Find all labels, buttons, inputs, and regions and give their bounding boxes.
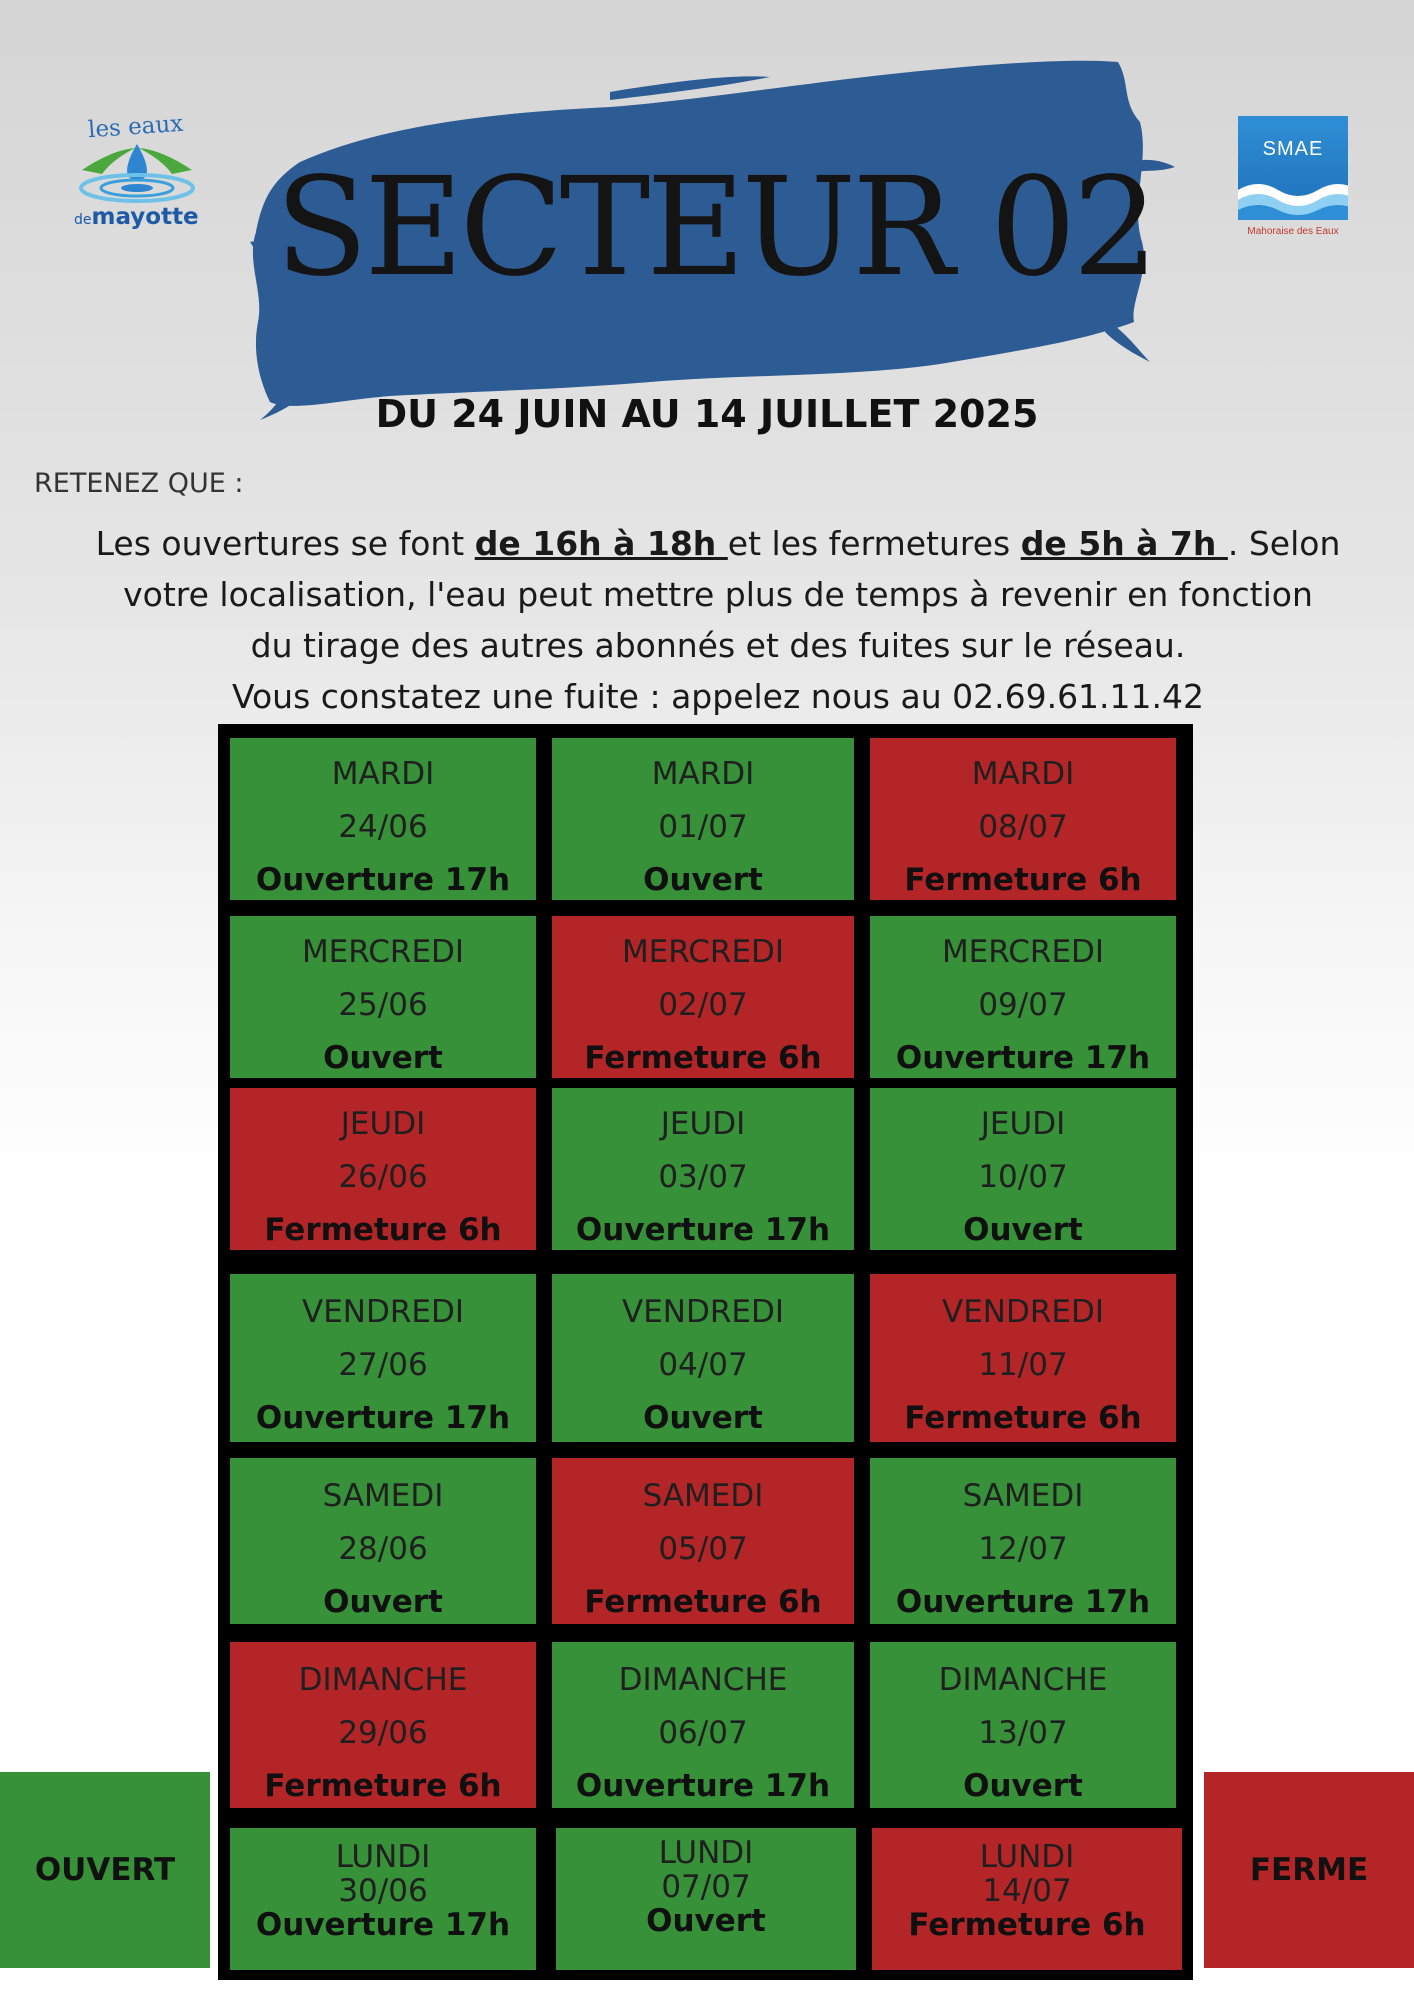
schedule-cell: VENDREDI 27/06 Ouverture 17h bbox=[230, 1274, 536, 1442]
schedule-cell: MARDI 24/06 Ouverture 17h bbox=[230, 738, 536, 900]
schedule-cell: SAMEDI 12/07 Ouverture 17h bbox=[870, 1458, 1176, 1624]
schedule-cell: JEUDI 26/06 Fermeture 6h bbox=[230, 1088, 536, 1250]
info-paragraph bbox=[90, 518, 1346, 722]
logo-text-les-eaux: les eaux bbox=[87, 110, 184, 144]
legend-open bbox=[0, 1772, 210, 1968]
wave-icon bbox=[1238, 170, 1348, 220]
schedule-cell: LUNDI 14/07 Fermeture 6h bbox=[872, 1828, 1182, 1970]
logo-text-mayotte: demayotte bbox=[74, 204, 199, 230]
schedule-cell: DIMANCHE 29/06 Fermeture 6h bbox=[230, 1642, 536, 1808]
schedule-cell: JEUDI 10/07 Ouvert bbox=[870, 1088, 1176, 1250]
schedule-cell: SAMEDI 28/06 Ouvert bbox=[230, 1458, 536, 1624]
smae-logo-text: SMAE bbox=[1262, 138, 1324, 160]
schedule-cell: LUNDI 07/07 Ouvert bbox=[556, 1828, 856, 1970]
schedule-cell: MERCREDI 09/07 Ouverture 17h bbox=[870, 916, 1176, 1078]
smae-logo bbox=[1238, 116, 1348, 246]
info-line-1: Les ouvertures se font de 16h à 18h et les fermetures de 5h à 7h . Selon bbox=[95, 524, 1341, 563]
legend-closed-label: FERME bbox=[1249, 1852, 1369, 1888]
schedule-grid bbox=[218, 724, 1193, 1980]
info-line-2: votre localisation, l'eau peut mettre plus de temps à revenir en fonction bbox=[123, 575, 1313, 614]
schedule-cell: JEUDI 03/07 Ouverture 17h bbox=[552, 1088, 854, 1250]
schedule-cell: MERCREDI 02/07 Fermeture 6h bbox=[552, 916, 854, 1078]
schedule-cell: VENDREDI 11/07 Fermeture 6h bbox=[870, 1274, 1176, 1442]
smae-caption: Mahoraise des Eaux bbox=[1247, 226, 1339, 237]
schedule-cell: MERCREDI 25/06 Ouvert bbox=[230, 916, 536, 1078]
schedule-cell: MARDI 01/07 Ouvert bbox=[552, 738, 854, 900]
info-line-4: Vous constatez une fuite : appelez nous au 02.69.61.11.42 bbox=[231, 677, 1205, 716]
info-line-3: du tirage des autres abonnés et des fuites sur le réseau. bbox=[250, 626, 1186, 665]
page-title: SECTEUR 02 bbox=[275, 149, 1155, 307]
schedule-cell: LUNDI 30/06 Ouverture 17h bbox=[230, 1828, 536, 1970]
les-eaux-de-mayotte-logo bbox=[72, 112, 212, 242]
water-drop-icon bbox=[72, 140, 202, 210]
period-heading: DU 24 JUIN AU 14 JUILLET 2025 bbox=[375, 392, 1039, 436]
schedule-cell: VENDREDI 04/07 Ouvert bbox=[552, 1274, 854, 1442]
legend-closed bbox=[1204, 1772, 1414, 1968]
retenez-label: RETENEZ QUE : bbox=[34, 468, 244, 499]
schedule-cell: DIMANCHE 06/07 Ouverture 17h bbox=[552, 1642, 854, 1808]
legend-open-label: OUVERT bbox=[34, 1852, 176, 1888]
schedule-cell: DIMANCHE 13/07 Ouvert bbox=[870, 1642, 1176, 1808]
schedule-cell: MARDI 08/07 Fermeture 6h bbox=[870, 738, 1176, 900]
schedule-cell: SAMEDI 05/07 Fermeture 6h bbox=[552, 1458, 854, 1624]
